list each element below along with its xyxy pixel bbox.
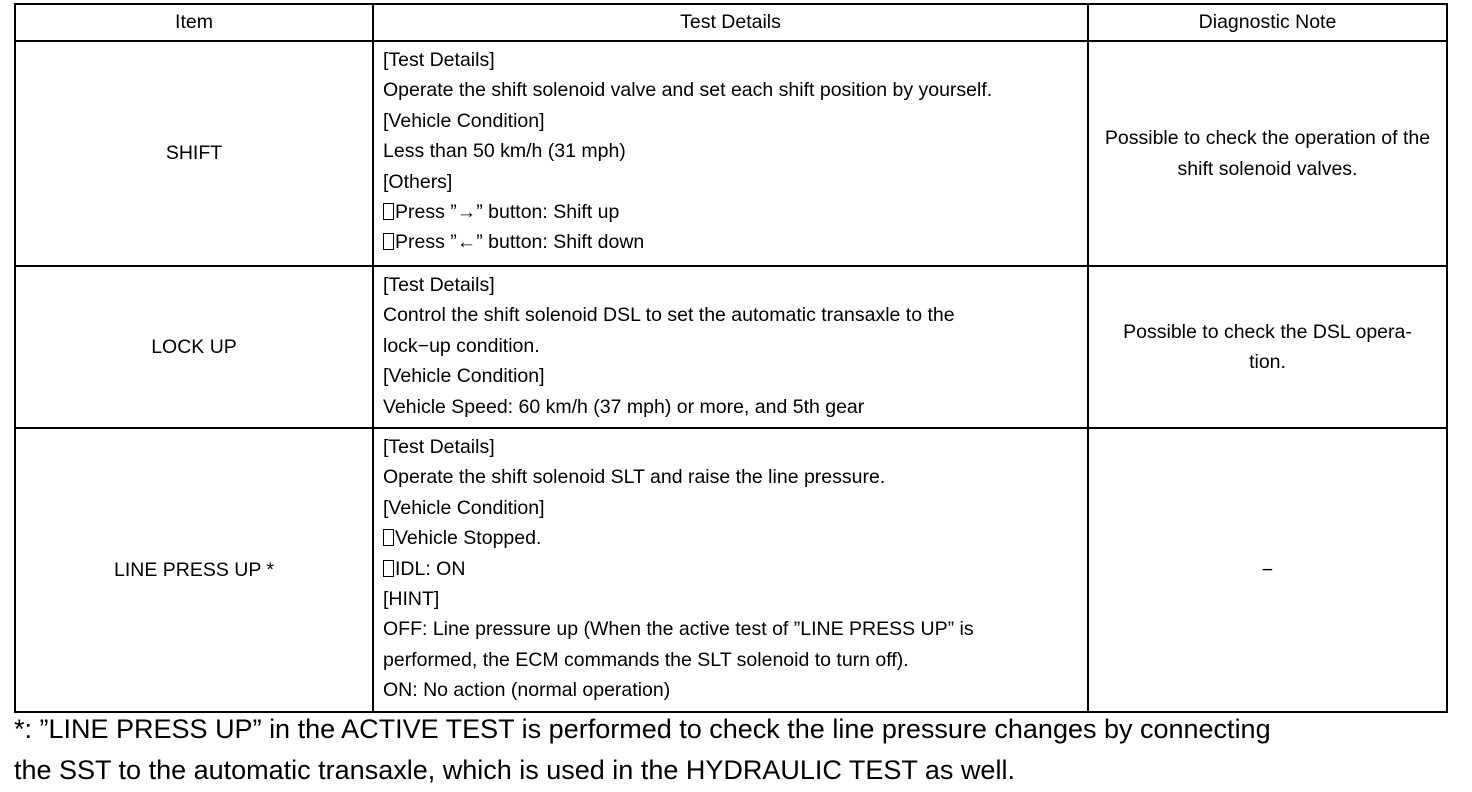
detail-line	[383, 493, 1079, 523]
header-item: Item	[15, 4, 373, 41]
detail-text: Press ”→” button: Shift up	[395, 201, 620, 224]
detail-text: Press ”←” button: Shift down	[395, 231, 645, 254]
detail-text: [Vehicle Condition]	[383, 496, 545, 519]
detail-bullet-line	[383, 523, 1079, 553]
detail-line	[383, 75, 1079, 105]
detail-text: Operate the shift solenoid valve and set each shift position by yourself.	[383, 79, 993, 102]
note-cell: Possible to check the operation of the shift solenoid valves.	[1088, 41, 1447, 266]
note-line: tion.	[1249, 351, 1286, 373]
item-cell: SHIFT	[15, 41, 373, 266]
detail-line	[383, 675, 1079, 705]
detail-text: Vehicle Stopped.	[395, 527, 542, 550]
table-header-row	[15, 4, 1447, 41]
detail-text: IDL: ON	[395, 557, 466, 580]
detail-text: [Test Details]	[383, 436, 495, 458]
table-row	[15, 266, 1447, 428]
detail-line	[383, 361, 1079, 391]
header-diagnostic-note: Diagnostic Note	[1088, 4, 1447, 41]
detail-line	[383, 462, 1079, 492]
item-cell: LOCK UP	[15, 266, 373, 428]
detail-text: performed, the ECM commands the SLT solenoid to turn off).	[383, 648, 909, 671]
detail-text: [Vehicle Condition]	[383, 109, 545, 132]
detail-text: [Test Details]	[383, 49, 495, 71]
detail-text: Vehicle Speed: 60 km/h (37 mph) or more, and 5th gear	[383, 395, 865, 418]
detail-text: Less than 50 km/h (31 mph)	[383, 140, 626, 163]
table-row	[15, 41, 1447, 266]
detail-text: [HINT]	[383, 588, 440, 611]
note-line: Possible to check the DSL opera-	[1123, 320, 1412, 343]
details-cell	[373, 41, 1088, 266]
detail-bullet-line	[383, 197, 1079, 227]
note-cell: −	[1088, 428, 1447, 712]
detail-text: OFF: Line pressure up (When the active test of ”LINE PRESS UP” is	[383, 618, 974, 641]
table-row	[15, 428, 1447, 712]
detail-text: Operate the shift solenoid SLT and raise the line pressure.	[383, 466, 886, 489]
detail-line	[383, 432, 1079, 462]
detail-line	[383, 106, 1079, 136]
details-cell	[373, 266, 1088, 428]
detail-line	[383, 584, 1079, 614]
footnote	[14, 709, 1454, 791]
detail-line	[383, 270, 1079, 300]
checkbox-bullet-icon	[383, 560, 394, 577]
footnote-line: the SST to the automatic transaxle, which is used in the HYDRAULIC TEST as well.	[14, 755, 1015, 785]
footnote-line: *: ”LINE PRESS UP” in the ACTIVE TEST is performed to check the line pressure changes by connecting	[14, 714, 1271, 744]
detail-text: [Vehicle Condition]	[383, 365, 545, 388]
header-test-details: Test Details	[373, 4, 1088, 41]
detail-line	[383, 136, 1079, 166]
checkbox-bullet-icon	[383, 233, 394, 250]
active-test-table	[14, 3, 1448, 713]
detail-line	[383, 331, 1079, 361]
detail-text: lock−up condition.	[383, 334, 540, 357]
detail-text: [Test Details]	[383, 274, 495, 296]
detail-line	[383, 45, 1079, 75]
detail-line	[383, 614, 1079, 644]
note-cell	[1088, 266, 1447, 428]
detail-line	[383, 167, 1079, 197]
detail-text: [Others]	[383, 170, 453, 193]
detail-line	[383, 392, 1079, 422]
item-cell: LINE PRESS UP *	[15, 428, 373, 712]
details-cell	[373, 428, 1088, 712]
checkbox-bullet-icon	[383, 203, 394, 220]
detail-text: ON: No action (normal operation)	[383, 679, 671, 702]
checkbox-bullet-icon	[383, 529, 394, 546]
detail-bullet-line	[383, 554, 1079, 584]
detail-line	[383, 645, 1079, 675]
detail-line	[383, 300, 1079, 330]
detail-bullet-line	[383, 227, 1079, 257]
detail-text: Control the shift solenoid DSL to set the automatic transaxle to the	[383, 304, 955, 327]
